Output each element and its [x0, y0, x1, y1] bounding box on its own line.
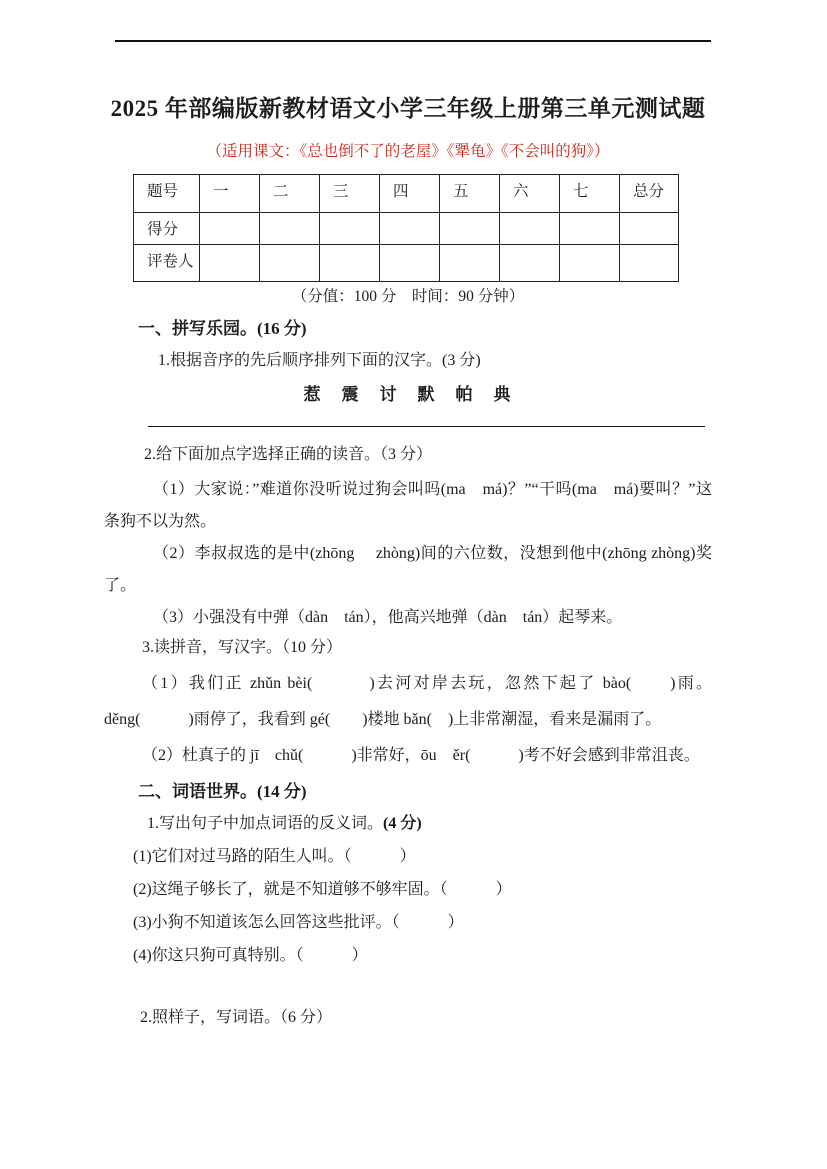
score-col-header: 一: [200, 175, 260, 213]
score-cell: [560, 245, 620, 282]
score-cell: [500, 245, 560, 282]
score-cell: [200, 213, 260, 245]
score-cell: [560, 213, 620, 245]
section2-q1-label: [147, 813, 712, 835]
section1-q1-characters: 惹 震 讨 默 帕 典: [303, 385, 513, 404]
score-cell: [320, 245, 380, 282]
section2-q1-points: (4 分): [383, 815, 422, 832]
section2-q1-label-text: 1.写出句子中加点词语的反义词。: [147, 815, 384, 832]
score-table-corner: 题号: [134, 175, 200, 213]
score-cell: [200, 245, 260, 282]
score-col-header: 二: [260, 175, 320, 213]
section1-q2-item: （3）小强没有中弹（dàn tán），他高兴地弹（dàn tán）起琴来。: [153, 609, 623, 626]
score-col-header: 七: [560, 175, 620, 213]
section1-q2-item: （2）李叔叔选的是中(zhōng zhòng)间的六位数，没想到他中(zhōng zhòng)奖了。: [104, 545, 712, 594]
section2-q1-item: (2)这绳子够长了，就是不知道够不够牢固。（ ）: [133, 881, 512, 898]
score-cell: [380, 213, 440, 245]
score-cell: [440, 213, 500, 245]
meta-line: （分值：100 分 时间：90 分钟）: [291, 288, 525, 305]
score-cell: [380, 245, 440, 282]
score-row: [134, 245, 679, 282]
score-row-label: 得分: [134, 213, 200, 245]
score-cell: [500, 213, 560, 245]
section1-q3-item: （1）我们正 zhǔn bèi( )去河对岸去玩，忽然下起了 bào( )雨。děng( )雨停了，我看到 gé( )楼地 bǎn( )上非常潮湿，看来是漏雨了。: [104, 675, 712, 728]
page-content: [104, 0, 712, 1029]
section1-q3-item: （2）杜真子的 jī chǔ( )非常好，ōu ěr( )考不好会感到非常沮丧。: [142, 747, 700, 764]
score-col-header: 三: [320, 175, 380, 213]
score-col-header: 四: [380, 175, 440, 213]
section2-q1-items: [104, 846, 712, 967]
page-subtitle: （适用课文：《总也倒不了的老屋》《犟龟》《不会叫的狗》）: [206, 143, 610, 160]
section1-q2-label: 2.给下面加点字选择正确的读音。（3 分）: [144, 446, 433, 463]
section1-q3-label: 3.读拼音，写汉字。（10 分）: [142, 639, 343, 656]
score-row-label: 评卷人: [134, 245, 200, 282]
answer-line: [148, 426, 705, 427]
section1-q1-label: 1.根据音序的先后顺序排列下面的汉字。(3 分): [158, 352, 481, 369]
score-col-header: 六: [500, 175, 560, 213]
section1-q2-item: （1）大家说：”难道你没听说过狗会叫吗(ma má)？”“干吗(ma má)要叫？”这条狗不以为然。: [104, 481, 712, 530]
section1-heading: 一、拼写乐园。(16 分): [138, 319, 307, 338]
score-col-header: 总分: [620, 175, 679, 213]
score-cell: [440, 245, 500, 282]
section2-q1-item: (3)小狗不知道该怎么回答这些批评。（ ）: [133, 914, 464, 931]
section2-q1-item: (1)它们对过马路的陌生人叫。（ ）: [133, 848, 416, 865]
score-cell: [260, 213, 320, 245]
score-table: [133, 174, 679, 282]
section2-q1-item: (4)你这只狗可真特别。（ ）: [133, 947, 368, 964]
section2-heading: 二、词语世界。(14 分): [138, 782, 307, 801]
section2-q2-label: 2.照样子，写词语。（6 分）: [140, 1009, 333, 1026]
page-title: 2025 年部编版新教材语文小学三年级上册第三单元测试题: [110, 96, 706, 121]
score-row: [134, 213, 679, 245]
score-cell: [260, 245, 320, 282]
score-table-header-row: [134, 175, 679, 213]
score-cell: [620, 213, 679, 245]
score-col-header: 五: [440, 175, 500, 213]
score-cell: [620, 245, 679, 282]
score-cell: [320, 213, 380, 245]
